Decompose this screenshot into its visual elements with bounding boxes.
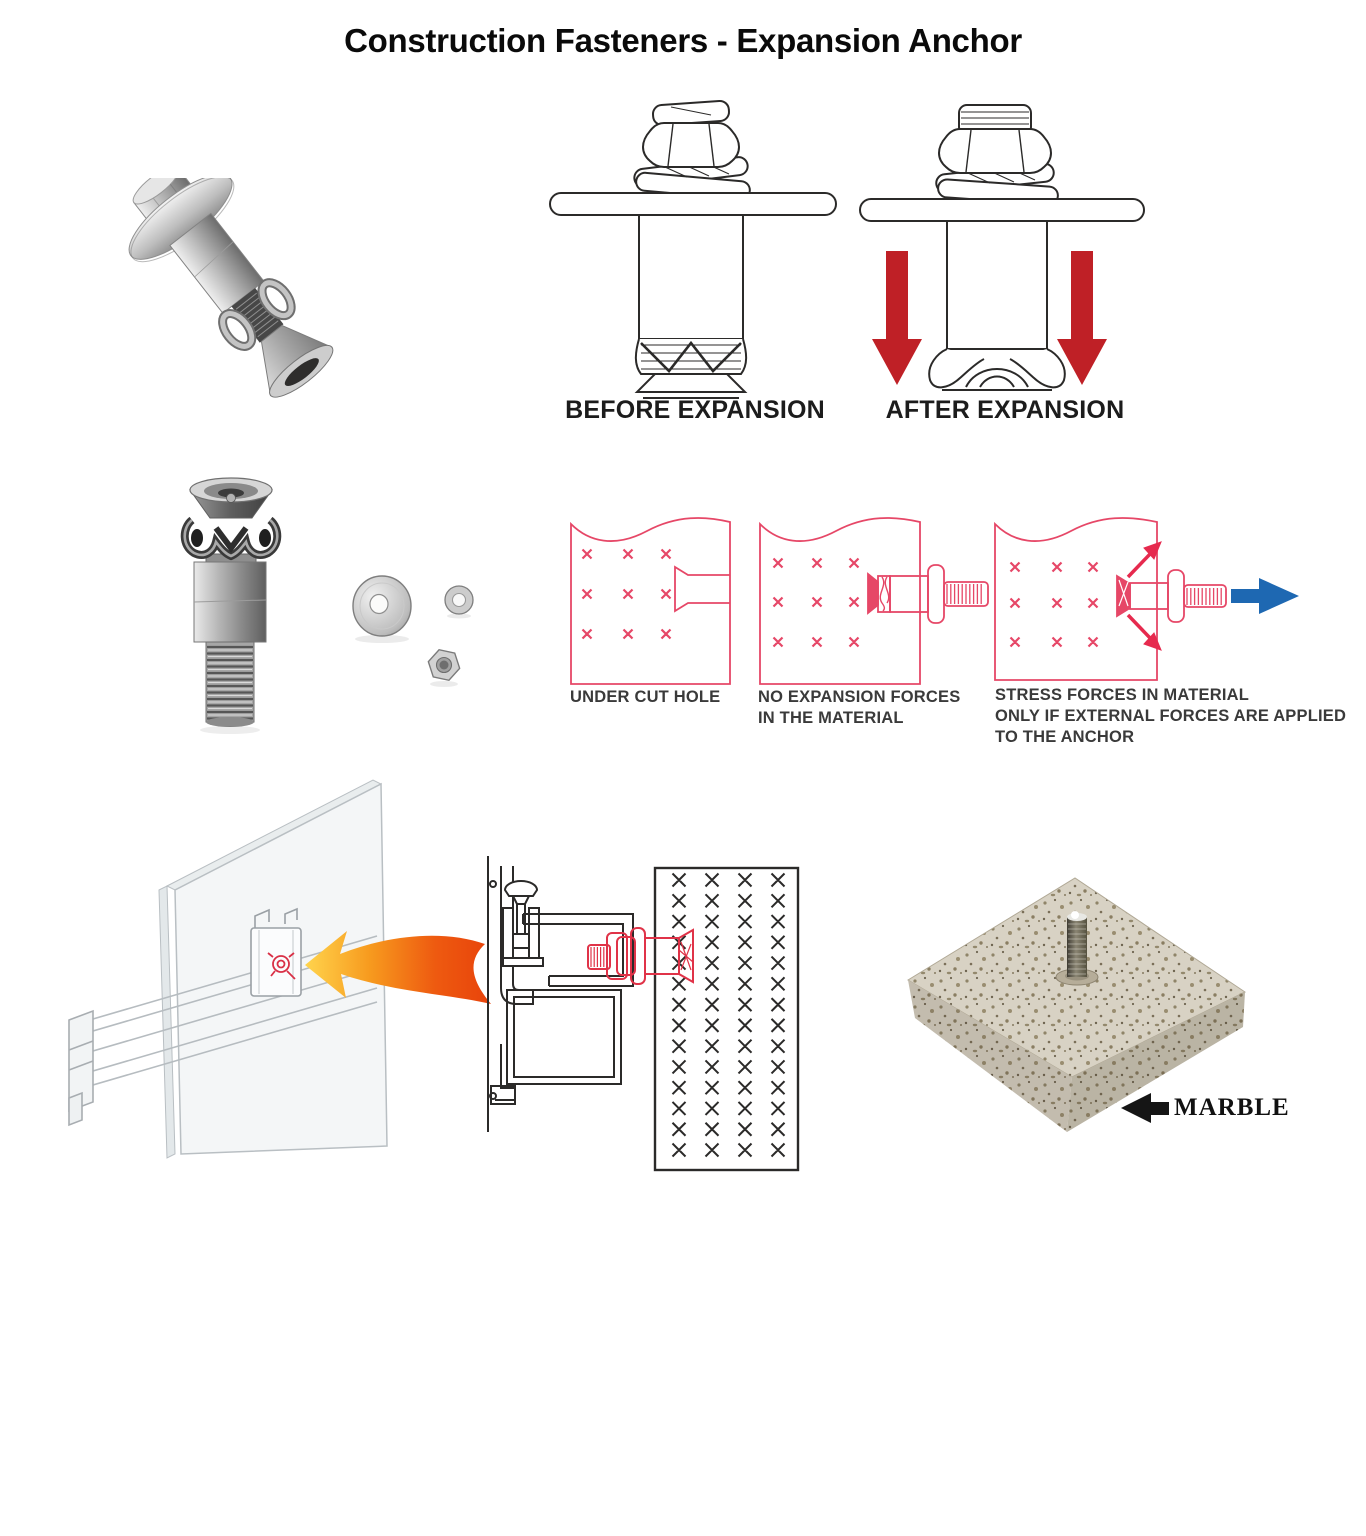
marble-caption: MARBLE: [1174, 1094, 1290, 1121]
before-hex-nut: [643, 100, 739, 167]
marble-pointer-arrow: [1121, 1093, 1169, 1123]
after-expansion-caption: AFTER EXPANSION: [885, 396, 1125, 424]
material-x-marks: [774, 559, 859, 647]
after-hex-nut: [939, 129, 1051, 173]
embedded-anchor: [868, 565, 988, 623]
component-small-washer: [445, 586, 473, 619]
page-title: Construction Fasteners - Expansion Anchor: [344, 22, 1022, 59]
external-force-arrow: [1231, 578, 1299, 614]
after-expansion-diagram: [850, 95, 1160, 405]
anchor-components-photo: [148, 458, 503, 758]
before-expansion-diagram: [540, 95, 850, 405]
panel-installation-drawing: [55, 768, 505, 1173]
embedded-anchor: [1117, 570, 1226, 622]
component-anchor: [185, 478, 278, 734]
anchored-material-block: [655, 868, 798, 1170]
component-hex-nut: [425, 648, 462, 687]
material-x-marks: [1011, 563, 1098, 647]
marble-block-photo: [885, 845, 1325, 1180]
after-anchor-body: [929, 221, 1065, 390]
anchor-product-photo: [95, 178, 370, 418]
component-large-washer: [353, 576, 411, 643]
stress-forces-caption: STRESS FORCES IN MATERIAL ONLY IF EXTERNAL FORCES ARE APPLIED TO THE ANCHOR: [995, 686, 1347, 746]
cross-section-diagram: [455, 838, 825, 1193]
undercut-hole-caption: UNDER CUT HOLE: [570, 688, 721, 706]
before-plate: [550, 193, 836, 215]
material-x-marks: [583, 550, 671, 639]
before-anchor-body: [636, 215, 746, 398]
before-expansion-caption: BEFORE EXPANSION: [565, 396, 825, 424]
stress-forces-diagram: [993, 510, 1323, 690]
undercut-hole-profile: [675, 567, 730, 611]
no-expansion-forces-caption: NO EXPANSION FORCES IN THE MATERIAL: [758, 688, 961, 727]
after-plate: [860, 199, 1144, 221]
stress-arrows: [1128, 542, 1161, 650]
wall-and-bracket: [488, 856, 633, 1132]
no-expansion-forces-diagram: [757, 510, 997, 690]
material-block: [571, 518, 730, 684]
material-block: [760, 518, 920, 684]
undercut-hole-diagram: [565, 510, 740, 690]
